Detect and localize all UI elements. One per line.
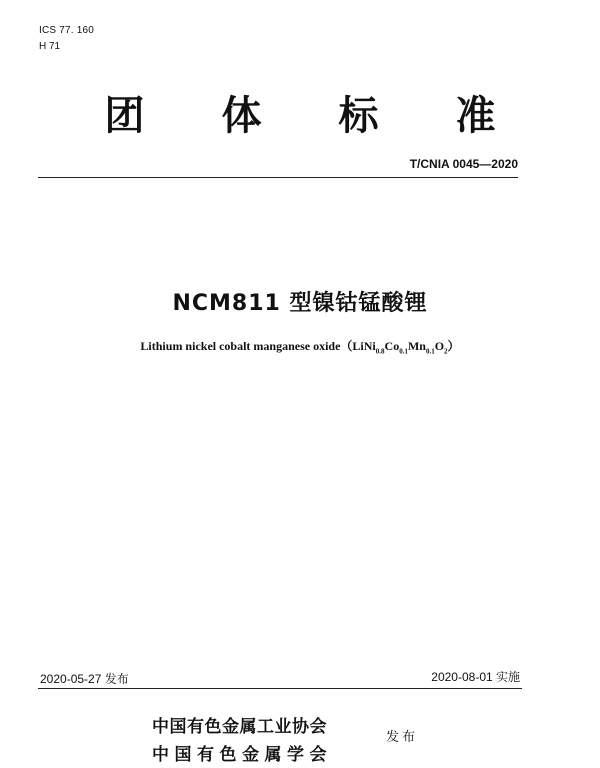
subscript-mn: 0.1 [425, 347, 435, 356]
heading-char-2: 体 [221, 93, 262, 139]
standard-number: T/CNIA 0045—2020 [409, 157, 518, 171]
top-divider [38, 177, 518, 178]
title-en-suffix: ） [447, 339, 460, 353]
bottom-divider [38, 688, 522, 689]
ics-code: ICS 77. 160 [39, 25, 95, 36]
heading-char-4: 准 [455, 93, 496, 139]
implementation-date: 2020-08-01 实施 [431, 670, 520, 684]
issuer-society: 中国有色金属学会 [152, 745, 332, 765]
title-chinese: NCM811 型镍钴锰酸锂 [172, 291, 428, 316]
issue-label: 发布 [386, 730, 419, 745]
title-en-co: Co [384, 339, 400, 353]
title-en-o: O [434, 339, 445, 353]
ccs-code: H 71 [39, 41, 61, 52]
subscript-co: 0.1 [399, 347, 408, 356]
title-english [0, 337, 600, 355]
heading-char-1: 团 [104, 93, 145, 139]
publish-date: 2020-05-27 发布 [40, 672, 129, 686]
subscript-ni: 0.8 [375, 347, 385, 356]
title-en-mn: Mn [407, 339, 426, 353]
title-en-prefix: Lithium nickel cobalt manganese oxide（LiNi [140, 339, 376, 353]
issuer-association: 中国有色金属工业协会 [152, 717, 327, 737]
heading-char-3: 标 [338, 93, 379, 139]
subscript-o: 2 [444, 347, 448, 356]
document-type-heading [0, 84, 600, 144]
